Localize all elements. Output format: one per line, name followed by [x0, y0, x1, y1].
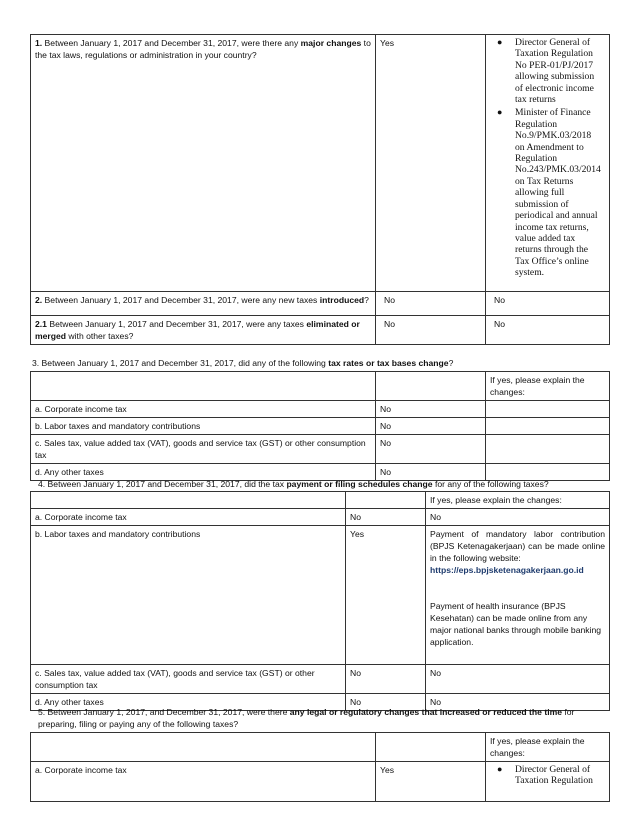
- row-answer: No: [346, 509, 426, 526]
- row-answer: No: [376, 401, 486, 418]
- table-row: [31, 435, 610, 464]
- row-explain: No: [426, 509, 610, 526]
- table-row: [31, 418, 610, 435]
- row-label: a. Corporate income tax: [31, 762, 376, 802]
- row-label: c. Sales tax, value added tax (VAT), goods and service tax (GST) or other consumption tax: [31, 435, 376, 464]
- row-explain: [486, 762, 610, 802]
- table-row: [31, 762, 610, 802]
- row-label: a. Corporate income tax: [31, 509, 346, 526]
- row-explain: [486, 435, 610, 464]
- table-row: [31, 292, 610, 316]
- question-3-table: [30, 371, 610, 481]
- table-row: [31, 733, 610, 762]
- row-label: b. Labor taxes and mandatory contributions: [31, 526, 346, 665]
- row-label: b. Labor taxes and mandatory contributions: [31, 418, 376, 435]
- question-2-answer: No: [376, 292, 486, 316]
- row-explain: No: [426, 665, 610, 694]
- bullet-icon: ●: [497, 764, 503, 774]
- question-2-1-cell: 2.1 Between January 1, 2017 and December 31, 2017, were any taxes eliminated or merged with other taxes?: [31, 316, 376, 345]
- question-2-cell: 2. Between January 1, 2017 and December 31, 2017, were any new taxes introduced?: [31, 292, 376, 316]
- row-label: d. Any other taxes: [31, 464, 376, 481]
- question-4-title: 4. Between January 1, 2017 and December 31, 2017, did the tax payment or filing schedules change for any of the following taxes?: [38, 479, 549, 489]
- row-answer: No: [346, 694, 426, 711]
- row-label: a. Corporate income tax: [31, 401, 376, 418]
- table-row: [31, 35, 610, 292]
- table-row: [31, 509, 610, 526]
- question-2-explanation: No: [486, 292, 610, 316]
- row-label: d. Any other taxes: [31, 694, 346, 711]
- list-item: ● Director General of Taxation Regulation No PER-01/PJ/2017 allowing submission of electronic income tax returns: [497, 37, 595, 106]
- row-explain: No: [426, 694, 610, 711]
- row-answer: No: [346, 665, 426, 694]
- table-row: [31, 526, 610, 665]
- row-explain: [426, 526, 610, 665]
- question-5-table: [30, 732, 610, 802]
- explain-header: If yes, please explain the changes:: [486, 372, 610, 401]
- row-answer: Yes: [346, 526, 426, 665]
- question-4-table: [30, 491, 610, 711]
- row-explain: [486, 418, 610, 435]
- explain-header: If yes, please explain the changes:: [486, 733, 610, 762]
- question-2-1-explanation: No: [486, 316, 610, 345]
- health-insurance-text: Payment of health insurance (BPJS Kesehatan) can be made online from any major national banks through mobile banking application.: [430, 601, 602, 647]
- table-row: [31, 401, 610, 418]
- table-row: [31, 316, 610, 345]
- row-label: c. Sales tax, value added tax (VAT), goods and service tax (GST) or other consumption tax: [31, 665, 346, 694]
- question-5-title: 5. Between January 1, 2017, and December 31, 2017, were there any legal or regulatory changes that increased or reduced the time for preparing, filing or paying any of the following taxes?: [38, 707, 575, 729]
- table-row: [31, 372, 610, 401]
- questions-1-2-table: [30, 34, 610, 345]
- bullet-icon: ●: [497, 107, 503, 118]
- bullet-icon: ●: [497, 37, 503, 47]
- labor-explain-text: Payment of mandatory labor contribution (BPJS Ketenagakerjaan) can be made online in the following website:: [430, 529, 605, 563]
- table-row: [31, 492, 610, 509]
- list-item: ● Director General of Taxation Regulation: [497, 764, 593, 787]
- question-1-answer: Yes: [376, 35, 486, 292]
- row-answer: No: [376, 418, 486, 435]
- question-1-explanation: [486, 35, 610, 292]
- explain-header: If yes, please explain the changes:: [426, 492, 610, 509]
- question-2-1-answer: No: [376, 316, 486, 345]
- question-3-title: 3. Between January 1, 2017 and December 31, 2017, did any of the following tax rates or tax bases change?: [32, 358, 454, 368]
- bpjs-link[interactable]: https://eps.bpjsketenagakerjaan.go.id: [430, 565, 584, 575]
- row-answer: Yes: [376, 762, 486, 802]
- row-explain: [486, 401, 610, 418]
- row-answer: No: [376, 464, 486, 481]
- list-item: ● Minister of Finance Regulation No.9/PMK.03/2018 on Amendment to Regulation No.243/PMK.03/2014 on Tax Returns allowing full submission of periodical and annual income tax returns, value added tax returns through the Tax Office’s online system.: [497, 107, 601, 279]
- row-answer: No: [376, 435, 486, 464]
- question-1-cell: 1. Between January 1, 2017 and December 31, 2017, were there any major changes to the tax laws, regulations or administration in your country?: [31, 35, 376, 292]
- table-row: [31, 665, 610, 694]
